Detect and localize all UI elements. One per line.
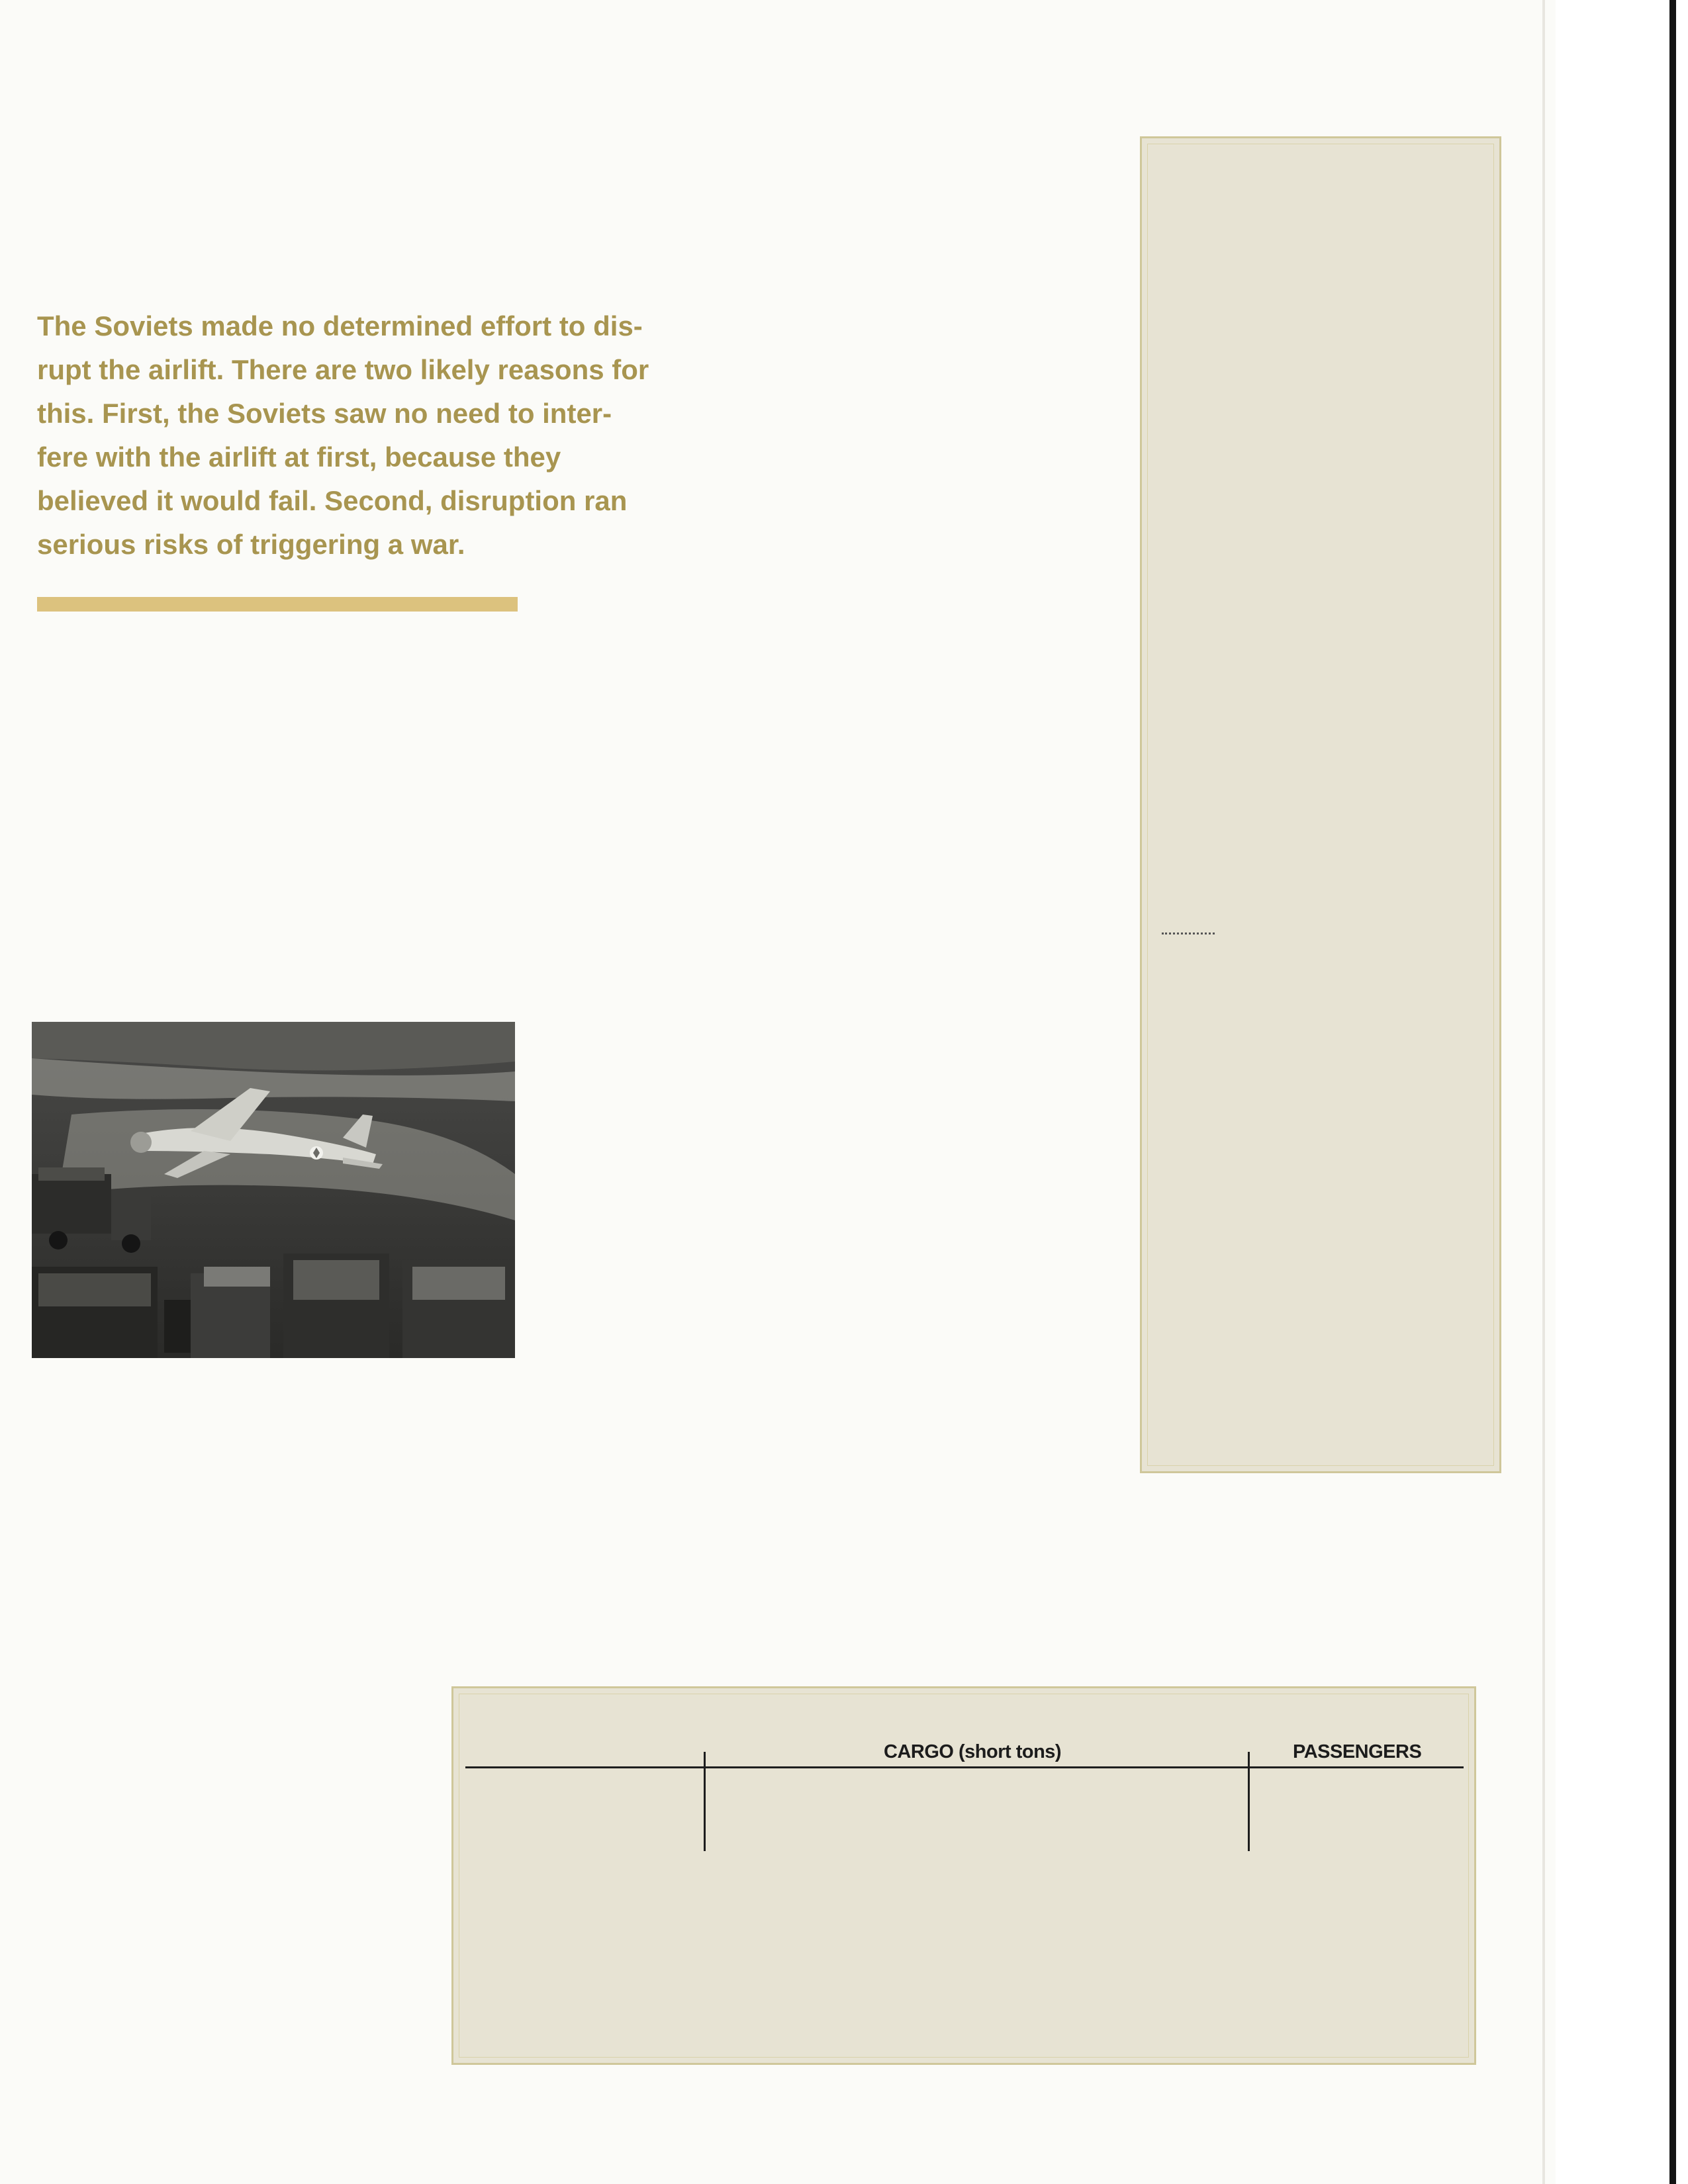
pull-quote-rule bbox=[37, 597, 518, 612]
airfield-photo-image bbox=[32, 1022, 515, 1358]
pull-quote-line: believed it would fail. Second, disruption ran bbox=[37, 485, 628, 516]
pull-quote bbox=[37, 304, 732, 567]
pull-quote-line: The Soviets made no determined effort to dis- bbox=[37, 310, 643, 341]
pull-quote-line: fere with the airlift at first, because they bbox=[37, 441, 561, 473]
table-header-cargo: CARGO (short tons) bbox=[884, 1741, 1062, 1762]
pull-quote-line: this. First, the Soviets saw no need to inter- bbox=[37, 398, 612, 429]
table-column-divider bbox=[704, 1752, 706, 1851]
page-edge bbox=[1542, 0, 1545, 2184]
airfield-photo bbox=[32, 1022, 515, 1358]
sidebar-box bbox=[1140, 136, 1501, 1473]
sidebar-inner-border bbox=[1147, 144, 1494, 1466]
pull-quote-line: serious risks of triggering a war. bbox=[37, 529, 465, 560]
table-column-divider bbox=[1248, 1752, 1250, 1851]
table-header-rule bbox=[465, 1766, 1464, 1768]
scan-edge-strip bbox=[1669, 0, 1676, 2184]
table-header-passengers: PASSENGERS bbox=[1293, 1741, 1422, 1762]
data-table-box bbox=[451, 1686, 1476, 2065]
sidebar-dotted-mark bbox=[1162, 933, 1215, 934]
pull-quote-line: rupt the airlift. There are two likely reasons for bbox=[37, 354, 649, 385]
